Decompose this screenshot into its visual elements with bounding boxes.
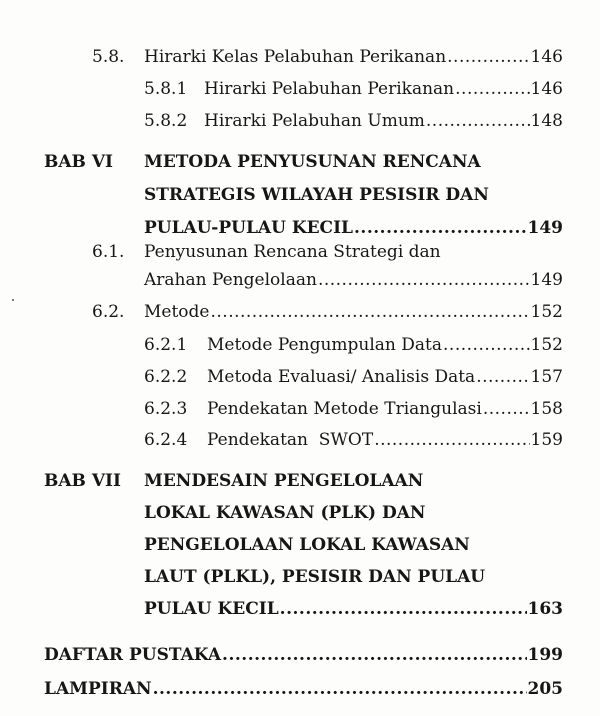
- toc-entry-number: 6.1.: [92, 242, 125, 262]
- toc-entry-page: 199: [527, 645, 563, 665]
- toc-entry-lampiran: [44, 673, 563, 705]
- dot-leader: [443, 331, 530, 359]
- toc-entry-page: 163: [527, 599, 563, 619]
- chapter-label-bab-6: BAB VI: [44, 152, 113, 172]
- toc-entry-page: 149: [527, 218, 563, 238]
- toc-entry-5-8-2: [0, 107, 600, 135]
- toc-entry-title: Metode: [144, 302, 210, 322]
- toc-entry-6-1: [0, 238, 600, 266]
- toc-entry-daftar-pustaka: [44, 639, 563, 671]
- chapter-title-text: STRATEGIS WILAYAH PESISIR DAN: [144, 185, 489, 205]
- chapter-title-line: [144, 179, 489, 211]
- chapter-title-text: LAUT (PLKL), PESISIR DAN PULAU: [144, 567, 486, 587]
- toc-entry-6-2-1: [0, 331, 600, 359]
- toc-entry-page: 148: [530, 111, 563, 131]
- toc-entry-number: 5.8.1: [144, 79, 188, 99]
- dot-leader: [426, 107, 530, 135]
- chapter-title-text: PULAU KECIL: [144, 599, 279, 619]
- dot-leader: [476, 363, 529, 391]
- chapter-title-line: [144, 593, 563, 625]
- toc-entry-title: Hirarki Pelabuhan Umum: [204, 111, 425, 131]
- toc-entry-6-2: [0, 298, 600, 326]
- toc-entry-6-1-cont: [0, 266, 600, 294]
- chapter-title-line: [144, 561, 485, 593]
- toc-entry-number: 6.2.4: [144, 430, 188, 450]
- dot-leader: [447, 43, 529, 71]
- toc-entry-number: 6.2.1: [144, 335, 188, 355]
- chapter-label-bab-7: BAB VII: [44, 471, 121, 491]
- toc-entry-page: 159: [530, 430, 563, 450]
- toc-entry-page: 157: [530, 367, 563, 387]
- toc-entry-page: 158: [530, 399, 563, 419]
- toc-entry-page: 149: [530, 270, 563, 290]
- toc-entry-number: 6.2.: [92, 302, 125, 322]
- toc-entry-title: Arahan Pengelolaan: [144, 270, 317, 290]
- scan-speck: [12, 299, 14, 301]
- toc-entry-6-2-3: [0, 395, 600, 423]
- chapter-title-text: METODA PENYUSUNAN RENCANA: [144, 152, 481, 172]
- chapter-title-line: [144, 146, 481, 178]
- chapter-title-text: MENDESAIN PENGELOLAAN: [144, 471, 424, 491]
- toc-entry-number: 5.8.: [92, 47, 125, 67]
- dot-leader: [153, 673, 527, 705]
- dot-leader: [210, 298, 529, 326]
- dot-leader: [483, 395, 530, 423]
- toc-entry-6-2-2: [0, 363, 600, 391]
- toc-entry-page: 152: [530, 302, 563, 322]
- chapter-title-text: LOKAL KAWASAN (PLK) DAN: [144, 503, 426, 523]
- chapter-title-line: [144, 497, 425, 529]
- toc-entry-number: 6.2.3: [144, 399, 188, 419]
- dot-leader: [318, 266, 530, 294]
- chapter-title-text: PULAU-PULAU KECIL: [144, 218, 353, 238]
- chapter-title-text: PENGELOLAAN LOKAL KAWASAN: [144, 535, 470, 555]
- toc-entry-6-2-4: [0, 426, 600, 454]
- toc-entry-title: Pendekatan Metode Triangulasi: [207, 399, 482, 419]
- toc-entry-title: DAFTAR PUSTAKA: [44, 645, 222, 665]
- toc-entry-5-8: [0, 43, 600, 71]
- dot-leader: [222, 639, 526, 671]
- toc-entry-page: 205: [527, 679, 563, 699]
- toc-entry-number: 5.8.2: [144, 111, 188, 131]
- toc-entry-title: Metode Pengumpulan Data: [207, 335, 443, 355]
- toc-entry-title: Pendekatan SWOT: [207, 430, 374, 450]
- toc-entry-title: Hirarki Pelabuhan Perikanan: [204, 79, 455, 99]
- toc-entry-title: LAMPIRAN: [44, 679, 152, 699]
- toc-entry-title: Hirarki Kelas Pelabuhan Perikanan: [144, 47, 447, 67]
- toc-entry-title: Metoda Evaluasi/ Analisis Data: [207, 367, 476, 387]
- chapter-title-line: [144, 529, 470, 561]
- toc-entry-page: 152: [530, 335, 563, 355]
- toc-entry-number: 6.2.2: [144, 367, 188, 387]
- dot-leader: [280, 593, 527, 625]
- dot-leader: [455, 75, 529, 103]
- chapter-title-line: [144, 465, 423, 497]
- dot-leader: [374, 426, 529, 454]
- toc-entry-5-8-1: [0, 75, 600, 103]
- toc-entry-page: 146: [530, 79, 563, 99]
- toc-entry-page: 146: [530, 47, 563, 67]
- toc-entry-title: Penyusunan Rencana Strategi dan: [144, 242, 441, 262]
